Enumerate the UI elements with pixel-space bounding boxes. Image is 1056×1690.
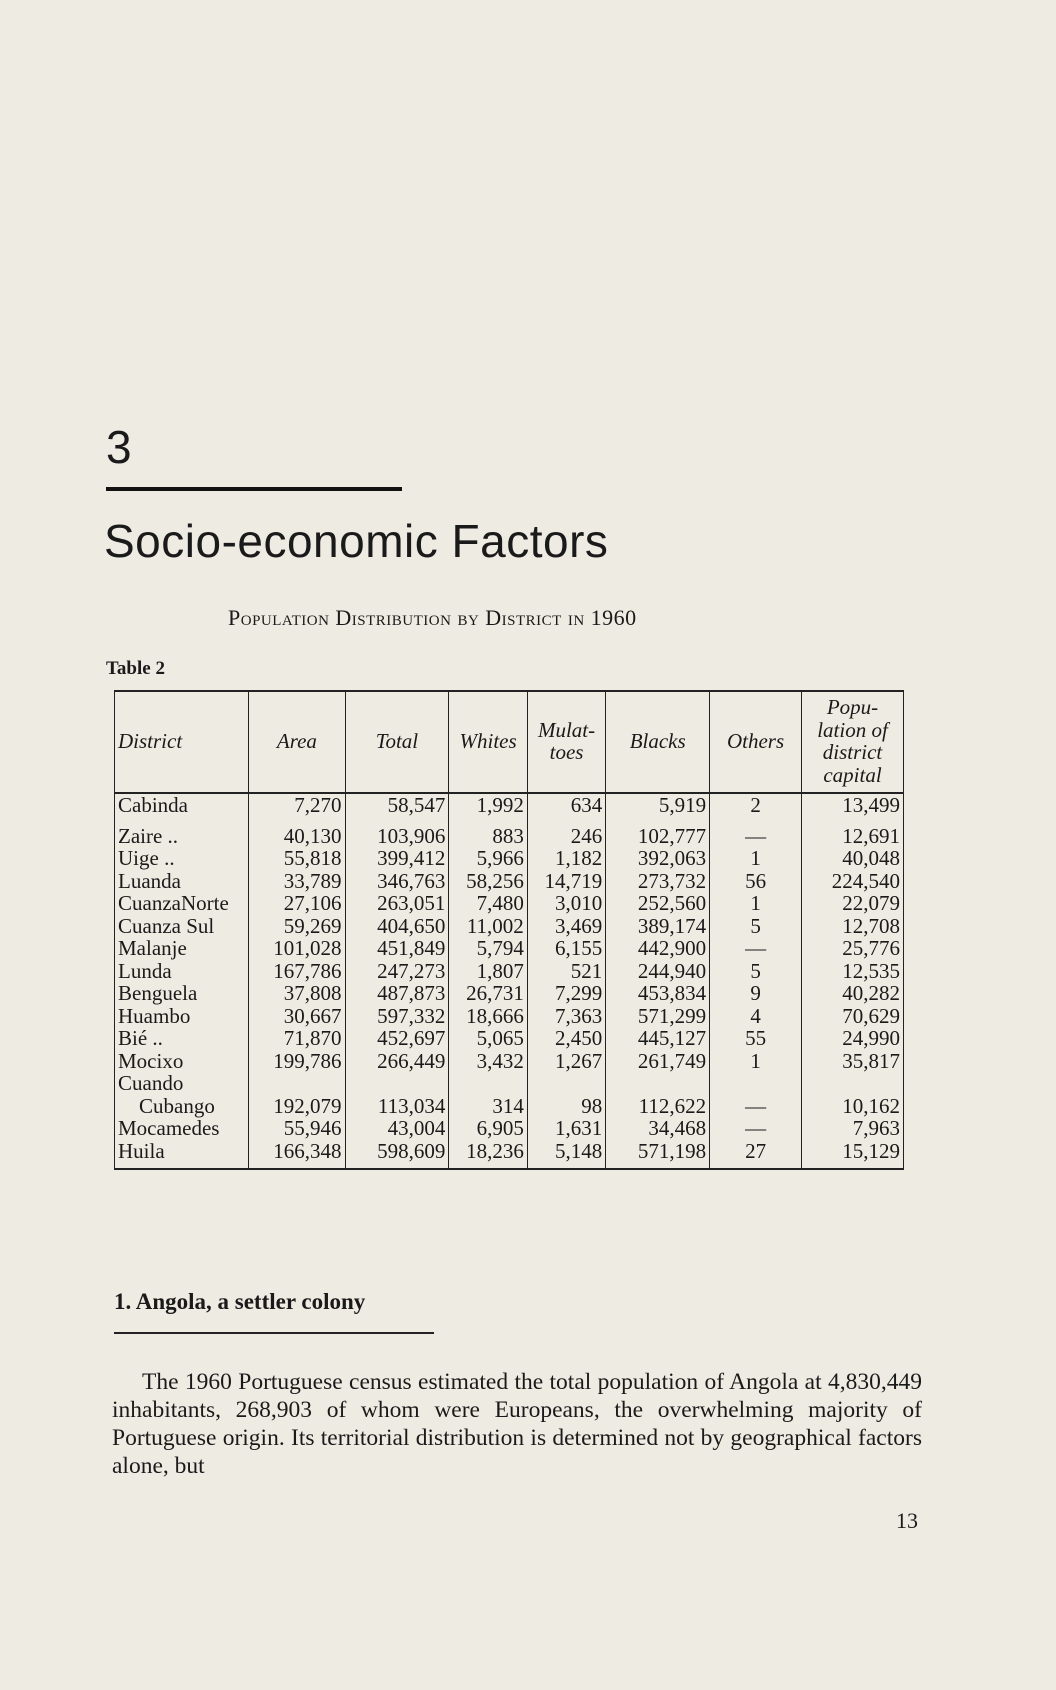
table-cell: 247,273 (345, 960, 449, 983)
table-cell: 26,731 (449, 982, 527, 1005)
table-cell (345, 1072, 449, 1095)
table-row (115, 937, 904, 960)
table-cell: 5,966 (449, 847, 527, 870)
table-cell: 389,174 (606, 915, 710, 938)
table-row (115, 1050, 904, 1073)
table-cell: — (710, 1117, 802, 1140)
table-cell: 33,789 (249, 870, 345, 893)
table-cell: 22,079 (802, 892, 904, 915)
table-cell: 224,540 (802, 870, 904, 893)
table-cell: 883 (449, 817, 527, 848)
table-cell: 18,666 (449, 1005, 527, 1028)
table-cell: 27,106 (249, 892, 345, 915)
table-cell: 37,808 (249, 982, 345, 1005)
table-cell: 1 (710, 847, 802, 870)
table-cell: 571,299 (606, 1005, 710, 1028)
table-cell: 246 (527, 817, 605, 848)
table-row (115, 870, 904, 893)
table-row (115, 1117, 904, 1140)
table-cell: 15,129 (802, 1140, 904, 1170)
table-cell: 40,130 (249, 817, 345, 848)
table-cell: 70,629 (802, 1005, 904, 1028)
table-cell: 2 (710, 793, 802, 817)
table-cell: Huambo (115, 1005, 249, 1028)
table-cell: 18,236 (449, 1140, 527, 1170)
table-cell: 453,834 (606, 982, 710, 1005)
table-cell: 59,269 (249, 915, 345, 938)
table-label: Table 2 (106, 658, 165, 679)
table-cell: 1,182 (527, 847, 605, 870)
table-row (115, 1140, 904, 1170)
table-header-cell: Total (345, 691, 449, 793)
table-cell: 27 (710, 1140, 802, 1170)
table-cell: 71,870 (249, 1027, 345, 1050)
table-cell: Mocixo (115, 1050, 249, 1073)
table-cell: 7,480 (449, 892, 527, 915)
table-cell: 40,282 (802, 982, 904, 1005)
table-cell (802, 1072, 904, 1095)
table-cell: 7,299 (527, 982, 605, 1005)
table-cell: 5,919 (606, 793, 710, 817)
table-cell: 5 (710, 915, 802, 938)
table-row (115, 847, 904, 870)
table-cell: 314 (449, 1095, 527, 1118)
table-cell: 442,900 (606, 937, 710, 960)
table-cell: — (710, 1095, 802, 1118)
table-cell: 34,468 (606, 1117, 710, 1140)
table-cell: 404,650 (345, 915, 449, 938)
table-cell (606, 1072, 710, 1095)
table-cell: 399,412 (345, 847, 449, 870)
table-cell: 12,691 (802, 817, 904, 848)
table-cell: 571,198 (606, 1140, 710, 1170)
table-row (115, 892, 904, 915)
table-header-cell: Blacks (606, 691, 710, 793)
table-cell: 597,332 (345, 1005, 449, 1028)
table-cell: 3,432 (449, 1050, 527, 1073)
table-cell: 199,786 (249, 1050, 345, 1073)
table-cell: 252,560 (606, 892, 710, 915)
table-cell: 1,631 (527, 1117, 605, 1140)
table-cell: 263,051 (345, 892, 449, 915)
body-paragraph: The 1960 Portuguese census estimated the total population of Angola at 4,830,449 inhabitants, 268,903 of whom were Europeans, the overwhelming majority of Portuguese origin. Its territorial distribution is determined not by geographical factors alone, but (112, 1369, 922, 1479)
table-cell: 11,002 (449, 915, 527, 938)
table-cell: 55,818 (249, 847, 345, 870)
table-cell: 56 (710, 870, 802, 893)
table-cell: 598,609 (345, 1140, 449, 1170)
table-cell: 392,063 (606, 847, 710, 870)
table-cell: 166,348 (249, 1140, 345, 1170)
table-cell: Cubango (115, 1095, 249, 1118)
table-cell: 1 (710, 1050, 802, 1073)
table-cell: Luanda (115, 870, 249, 893)
table-cell: 3,469 (527, 915, 605, 938)
table-cell: 7,363 (527, 1005, 605, 1028)
table-row (115, 960, 904, 983)
table-cell: 7,270 (249, 793, 345, 817)
table-row (115, 1095, 904, 1118)
table-cell: 13,499 (802, 793, 904, 817)
table-cell: 192,079 (249, 1095, 345, 1118)
table-cell (710, 1072, 802, 1095)
table-cell: 261,749 (606, 1050, 710, 1073)
table-cell: Cuando (115, 1072, 249, 1095)
table-cell: 5,065 (449, 1027, 527, 1050)
table-cell: 5,148 (527, 1140, 605, 1170)
table-cell: 6,155 (527, 937, 605, 960)
table-cell: 1 (710, 892, 802, 915)
chapter-rule (106, 487, 402, 491)
table-cell: 7,963 (802, 1117, 904, 1140)
table-cell: Uige .. (115, 847, 249, 870)
table-row (115, 817, 904, 848)
table-cell: 58,547 (345, 793, 449, 817)
table-header-cell: Popu-lation of district capital (802, 691, 904, 793)
table-cell: 521 (527, 960, 605, 983)
table-row (115, 1027, 904, 1050)
table-cell: Mocamedes (115, 1117, 249, 1140)
chapter-number: 3 (106, 421, 132, 473)
table-cell: 266,449 (345, 1050, 449, 1073)
table-cell: 12,708 (802, 915, 904, 938)
table-body (115, 793, 904, 1169)
table-cell: CuanzaNorte (115, 892, 249, 915)
table-cell: 2,450 (527, 1027, 605, 1050)
table-cell: 24,990 (802, 1027, 904, 1050)
table-cell: Cabinda (115, 793, 249, 817)
table-header-cell: Whites (449, 691, 527, 793)
table-cell: 43,004 (345, 1117, 449, 1140)
table-cell: 451,849 (345, 937, 449, 960)
table-cell: 9 (710, 982, 802, 1005)
table-header-row (115, 691, 904, 793)
table-header-cell: Others (710, 691, 802, 793)
table-title: Population Distribution by District in 1960 (228, 605, 637, 630)
table-header-cell: Mulat-toes (527, 691, 605, 793)
table-cell: Cuanza Sul (115, 915, 249, 938)
table-cell: 346,763 (345, 870, 449, 893)
table-cell: 30,667 (249, 1005, 345, 1028)
section-heading: 1. Angola, a settler colony (114, 1289, 366, 1314)
table-cell: Benguela (115, 982, 249, 1005)
table-row (115, 1005, 904, 1028)
table-cell (449, 1072, 527, 1095)
table-row (115, 982, 904, 1005)
table-cell: 244,940 (606, 960, 710, 983)
table-cell: 273,732 (606, 870, 710, 893)
table-cell: 55 (710, 1027, 802, 1050)
table-cell (527, 1072, 605, 1095)
table-cell: 6,905 (449, 1117, 527, 1140)
table-cell: 101,028 (249, 937, 345, 960)
table-cell: 25,776 (802, 937, 904, 960)
table-cell: 35,817 (802, 1050, 904, 1073)
table-cell: 167,786 (249, 960, 345, 983)
table-cell: 10,162 (802, 1095, 904, 1118)
table-cell: 1,267 (527, 1050, 605, 1073)
population-table (114, 690, 904, 1170)
table-cell: 1,992 (449, 793, 527, 817)
table-cell: 5,794 (449, 937, 527, 960)
table-cell: 55,946 (249, 1117, 345, 1140)
section-rule (114, 1332, 434, 1334)
table-cell: 40,048 (802, 847, 904, 870)
table-cell: 452,697 (345, 1027, 449, 1050)
table-cell: 3,010 (527, 892, 605, 915)
table-cell: — (710, 937, 802, 960)
table-cell: 103,906 (345, 817, 449, 848)
table-cell: 12,535 (802, 960, 904, 983)
table-header-cell: Area (249, 691, 345, 793)
table-cell: 4 (710, 1005, 802, 1028)
table-cell: 445,127 (606, 1027, 710, 1050)
table-row (115, 793, 904, 817)
table-cell: Lunda (115, 960, 249, 983)
table-cell: 634 (527, 793, 605, 817)
table-cell: 5 (710, 960, 802, 983)
table-cell: Zaire .. (115, 817, 249, 848)
table-cell: 98 (527, 1095, 605, 1118)
table-cell: 14,719 (527, 870, 605, 893)
table-cell: 487,873 (345, 982, 449, 1005)
table-cell: 102,777 (606, 817, 710, 848)
table-row (115, 1072, 904, 1095)
page-number: 13 (896, 1508, 918, 1533)
table-cell: 1,807 (449, 960, 527, 983)
table-cell: 112,622 (606, 1095, 710, 1118)
table-cell: Huila (115, 1140, 249, 1170)
table-cell: — (710, 817, 802, 848)
chapter-title: Socio-economic Factors (104, 515, 609, 567)
table-cell: Bié .. (115, 1027, 249, 1050)
table-cell: 113,034 (345, 1095, 449, 1118)
table-cell: Malanje (115, 937, 249, 960)
table-row (115, 915, 904, 938)
table-header-cell: District (115, 691, 249, 793)
table-cell: 58,256 (449, 870, 527, 893)
table-cell (249, 1072, 345, 1095)
